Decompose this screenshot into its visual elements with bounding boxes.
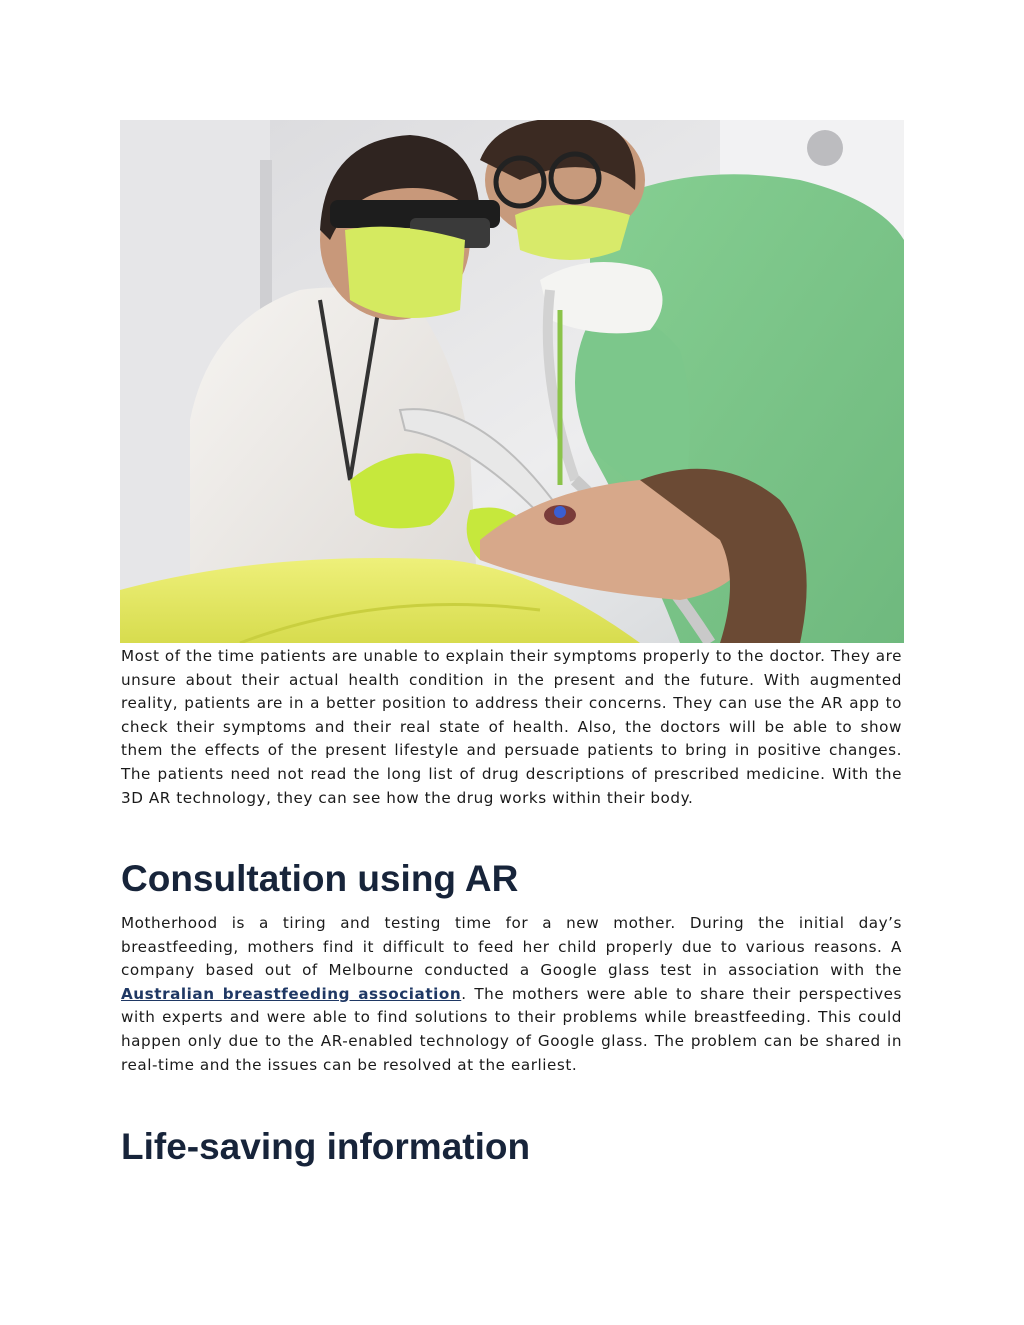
australian-breastfeeding-association-link[interactable]: Australian breastfeeding association (121, 984, 462, 1003)
intro-paragraph: Most of the time patients are unable to explain their symptoms properly to the doctor. They are unsure about their actual health condition in the present and the future. With augmented reality, patients are in a better position to address their concerns. They can use the AR app to check their symptoms and their real state of health. Also, the doctors will be able to show them the effects of the present lifestyle and persuade patients to bring in positive changes. The patients need not read the long list of drug descriptions of prescribed medicine. With the 3D AR technology, they can see how the drug works within their body. (121, 647, 902, 807)
consultation-text-before-link: Motherhood is a tiring and testing time for a new mother. During the initial day’s breastfeeding, mothers find it difficult to feed her child properly due to various reasons. A company based out of Melbourne conducted a Google glass test in association with the (121, 914, 902, 980)
dental-ar-photo (120, 120, 904, 643)
consultation-text-after-link: . The mothers were able to share their perspectives with experts and were able to find solutions to their problems while breastfeeding. This could happen only due to the AR-enabled technology of Google glass. The problem can be shared in real-time and the issues can be resolved at the earliest. (121, 984, 902, 1074)
section-heading-life-saving: Life-saving information (121, 1126, 531, 1167)
consultation-paragraph (121, 912, 902, 1077)
section-heading-consultation: Consultation using AR (121, 858, 519, 899)
